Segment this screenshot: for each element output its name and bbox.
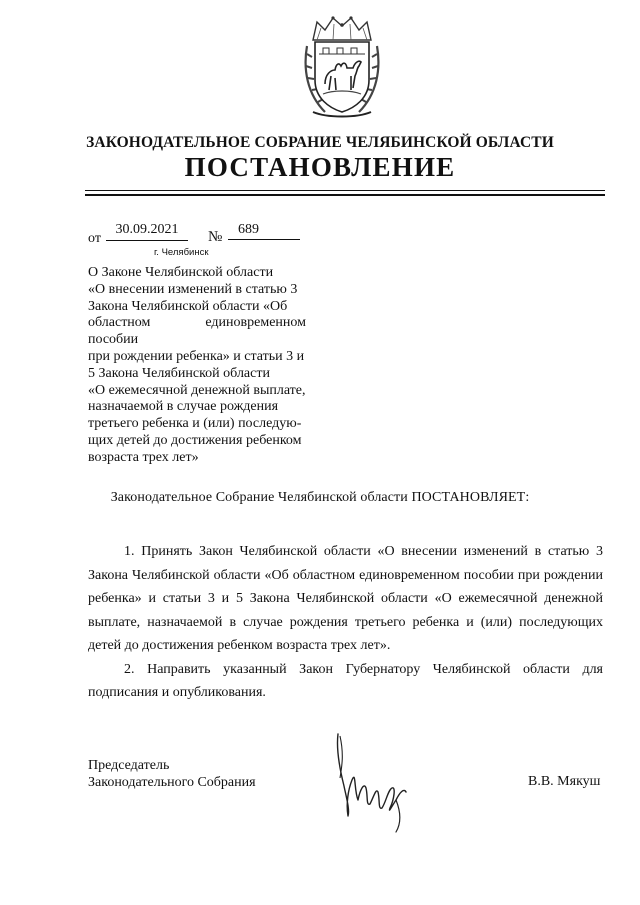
header-divider-thick <box>85 194 605 196</box>
signatory-name: В.В. Мякуш <box>528 774 601 789</box>
date-prefix: от <box>88 231 101 246</box>
document-number: 689 <box>228 220 300 240</box>
organization-name: ЗАКОНОДАТЕЛЬНОЕ СОБРАНИЕ ЧЕЛЯБИНСКОЙ ОБЛАСТИ <box>86 134 554 151</box>
handwritten-signature-icon <box>330 730 425 835</box>
coat-of-arms-icon <box>303 14 381 118</box>
number-prefix: № <box>208 229 223 245</box>
signatory-title: Председатель Законодательного Собрания <box>88 758 256 790</box>
document-date: 30.09.2021 <box>106 220 188 241</box>
header-divider-thin <box>85 190 605 191</box>
document-subject: О Законе Челябинской области «О внесении изменений в статью 3 Закона Челябинской области «Об областном единовременном пособии при рождении ребенка» и статьи 3 и 5 Закона Челябинской области «О ежемесячной денежной выплате, назначаемой в случае рождения третьего ребенка и (или) последую- щих детей до достижения ребенком возраста трех лет» <box>88 265 306 465</box>
resolution-item: 2. Направить указанный Закон Губернатору Челябинской области для подписания и опубликования. <box>88 661 603 700</box>
city-label: г. Челябинск <box>154 247 209 258</box>
document-type: ПОСТАНОВЛЕНИЕ <box>184 152 456 182</box>
document-body <box>88 540 603 705</box>
resolution-item: 1. Принять Закон Челябинской области «О внесении изменений в статью 3 Закона Челябинской области «Об областном единовременном пособии при рождении ребенка» и статьи 3 и 5 Закона Челябинской области «О ежемесячной денежной выплате, назначаемой в случае рождения третьего ребенка и (или) последующих детей до достижения ребенком возраста трех лет». <box>88 544 603 653</box>
preamble: Законодательное Собрание Челябинской области ПОСТАНОВЛЯЕТ: <box>110 490 530 505</box>
